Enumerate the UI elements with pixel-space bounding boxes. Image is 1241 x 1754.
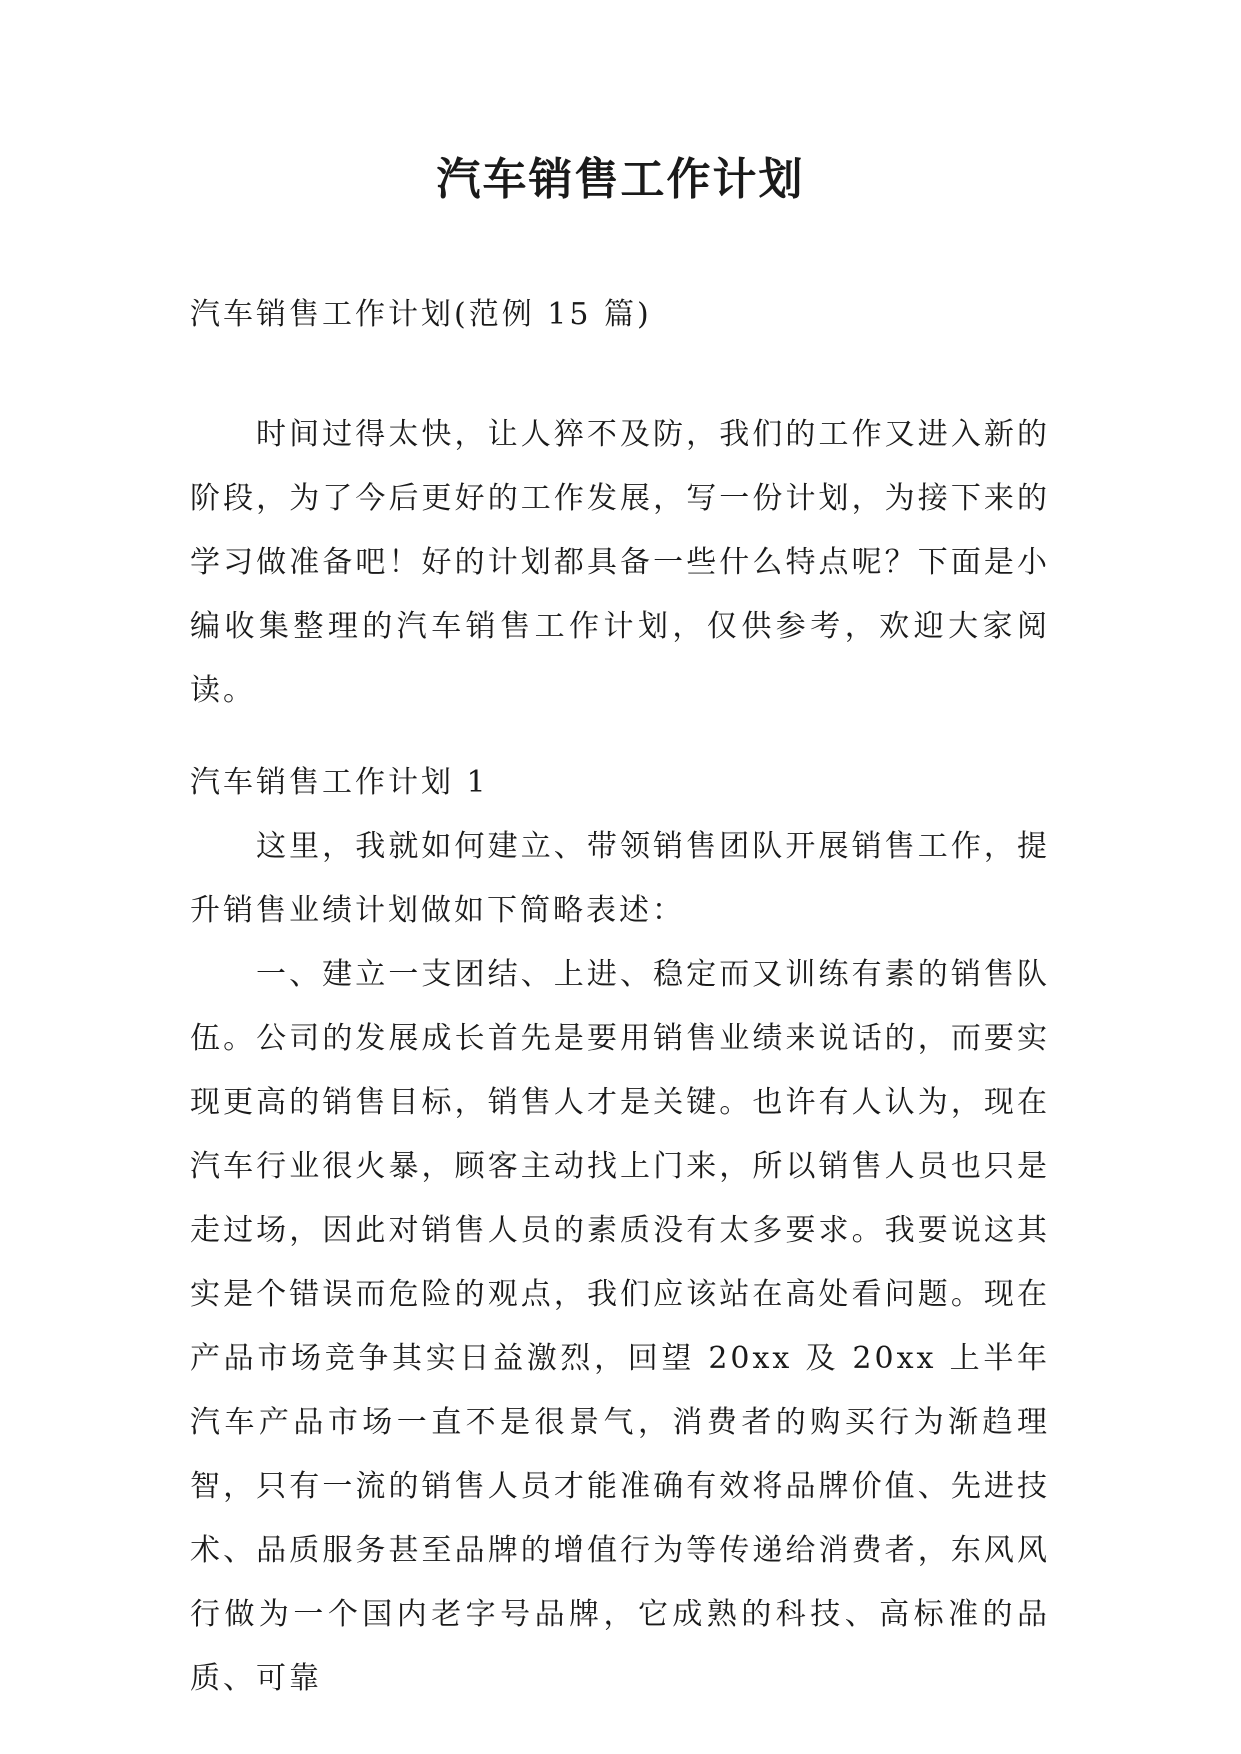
document-subtitle: 汽车销售工作计划(范例 15 篇) <box>190 297 652 332</box>
section-paragraph: 这里，我就如何建立、带领销售团队开展销售工作，提升销售业绩计划做如下简略表述： <box>190 829 1050 928</box>
section-paragraph: 一、建立一支团结、上进、稳定而又训练有素的销售队伍。公司的发展成长首先是要用销售业绩来说话的，而要实现更高的销售目标，销售人才是关键。也许有人认为，现在汽车行业很火暴，顾客主动找上门来，所以销售人员也只是走过场，因此对销售人员的素质没有太多要求。我要说这其实是个错误而危险的观点，我们应该站在高处看问题。现在产品市场竞争其实日益激烈，回望 20xx 及 20xx 上半年汽车产品市场一直不是很景气，消费者的购买行为渐趋理智，只有一流的销售人员才能准确有效将品牌价值、先进技术、品质服务甚至品牌的增值行为等传递给消费者，东风风行做为一个国内老字号品牌，它成熟的科技、高标准的品质、可靠 <box>190 957 1050 1696</box>
section-body <box>190 815 1050 1711</box>
intro-paragraph: 时间过得太快，让人猝不及防，我们的工作又进入新的阶段，为了今后更好的工作发展，写一份计划，为接下来的学习做准备吧！好的计划都具备一些什么特点呢？下面是小编收集整理的汽车销售工作计划，仅供参考，欢迎大家阅读。 <box>190 417 1050 708</box>
document-title: 汽车销售工作计划 <box>436 154 805 205</box>
intro-section <box>190 403 1050 723</box>
section-heading: 汽车销售工作计划 1 <box>190 765 489 800</box>
